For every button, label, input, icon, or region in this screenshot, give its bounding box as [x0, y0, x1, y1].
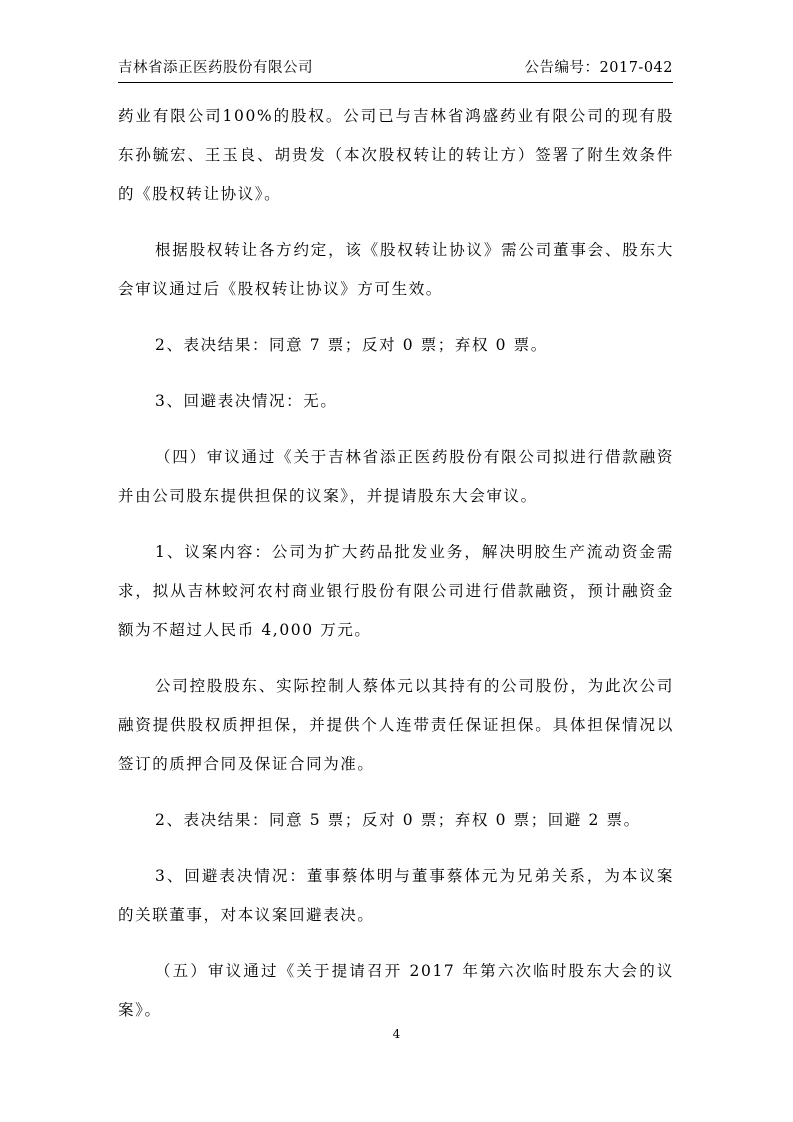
header-divider	[118, 82, 673, 83]
company-name: 吉林省添正医药股份有限公司	[118, 60, 313, 76]
page-header	[118, 58, 673, 82]
paragraph-agreement-effectiveness: 根据股权转让各方约定，该《股权转让协议》需公司董事会、股东大会审议通过后《股权转让协议》方可生效。	[118, 241, 674, 298]
paragraph-item-five-heading: （五）审议通过《关于提请召开 2017 年第六次临时股东大会的议案》。	[118, 962, 674, 1019]
paragraph-voting-result-two: 2、表决结果：同意 5 票；反对 0 票；弃权 0 票；回避 2 票。	[155, 811, 641, 829]
paragraph-recusal: 3、回避表决情况：无。	[155, 392, 338, 410]
document-body	[118, 97, 674, 1047]
paragraph-item-four-heading: （四）审议通过《关于吉林省添正医药股份有限公司拟进行借款融资并由公司股东提供担保的议案》，并提请股东大会审议。	[118, 448, 674, 505]
announcement-number: 公告编号：2017-042	[524, 60, 673, 76]
page-number: 4	[392, 1027, 401, 1041]
paragraph-equity-transfer-agreement: 药业有限公司100%的股权。公司已与吉林省鸿盛药业有限公司的现有股东孙毓宏、王玉良、胡贵发（本次股权转让的转让方）签署了附生效条件的《股权转让协议》。	[118, 107, 674, 203]
paragraph-voting-result: 2、表决结果：同意 7 票；反对 0 票；弃权 0 票。	[155, 336, 548, 354]
paragraph-proposal-content: 1、议案内容：公司为扩大药品批发业务，解决明胶生产流动资金需求，拟从吉林蛟河农村商业银行股份有限公司进行借款融资，预计融资金额为不超过人民币 4,000 万元。	[118, 543, 674, 639]
paragraph-recusal-two: 3、回避表决情况：董事蔡体明与董事蔡体元为兄弟关系，为本议案的关联董事，对本议案回避表决。	[118, 867, 674, 924]
paragraph-guarantee: 公司控股股东、实际控制人蔡体元以其持有的公司股份，为此次公司融资提供股权质押担保，并提供个人连带责任保证担保。具体担保情况以签订的质押合同及保证合同为准。	[118, 677, 674, 773]
